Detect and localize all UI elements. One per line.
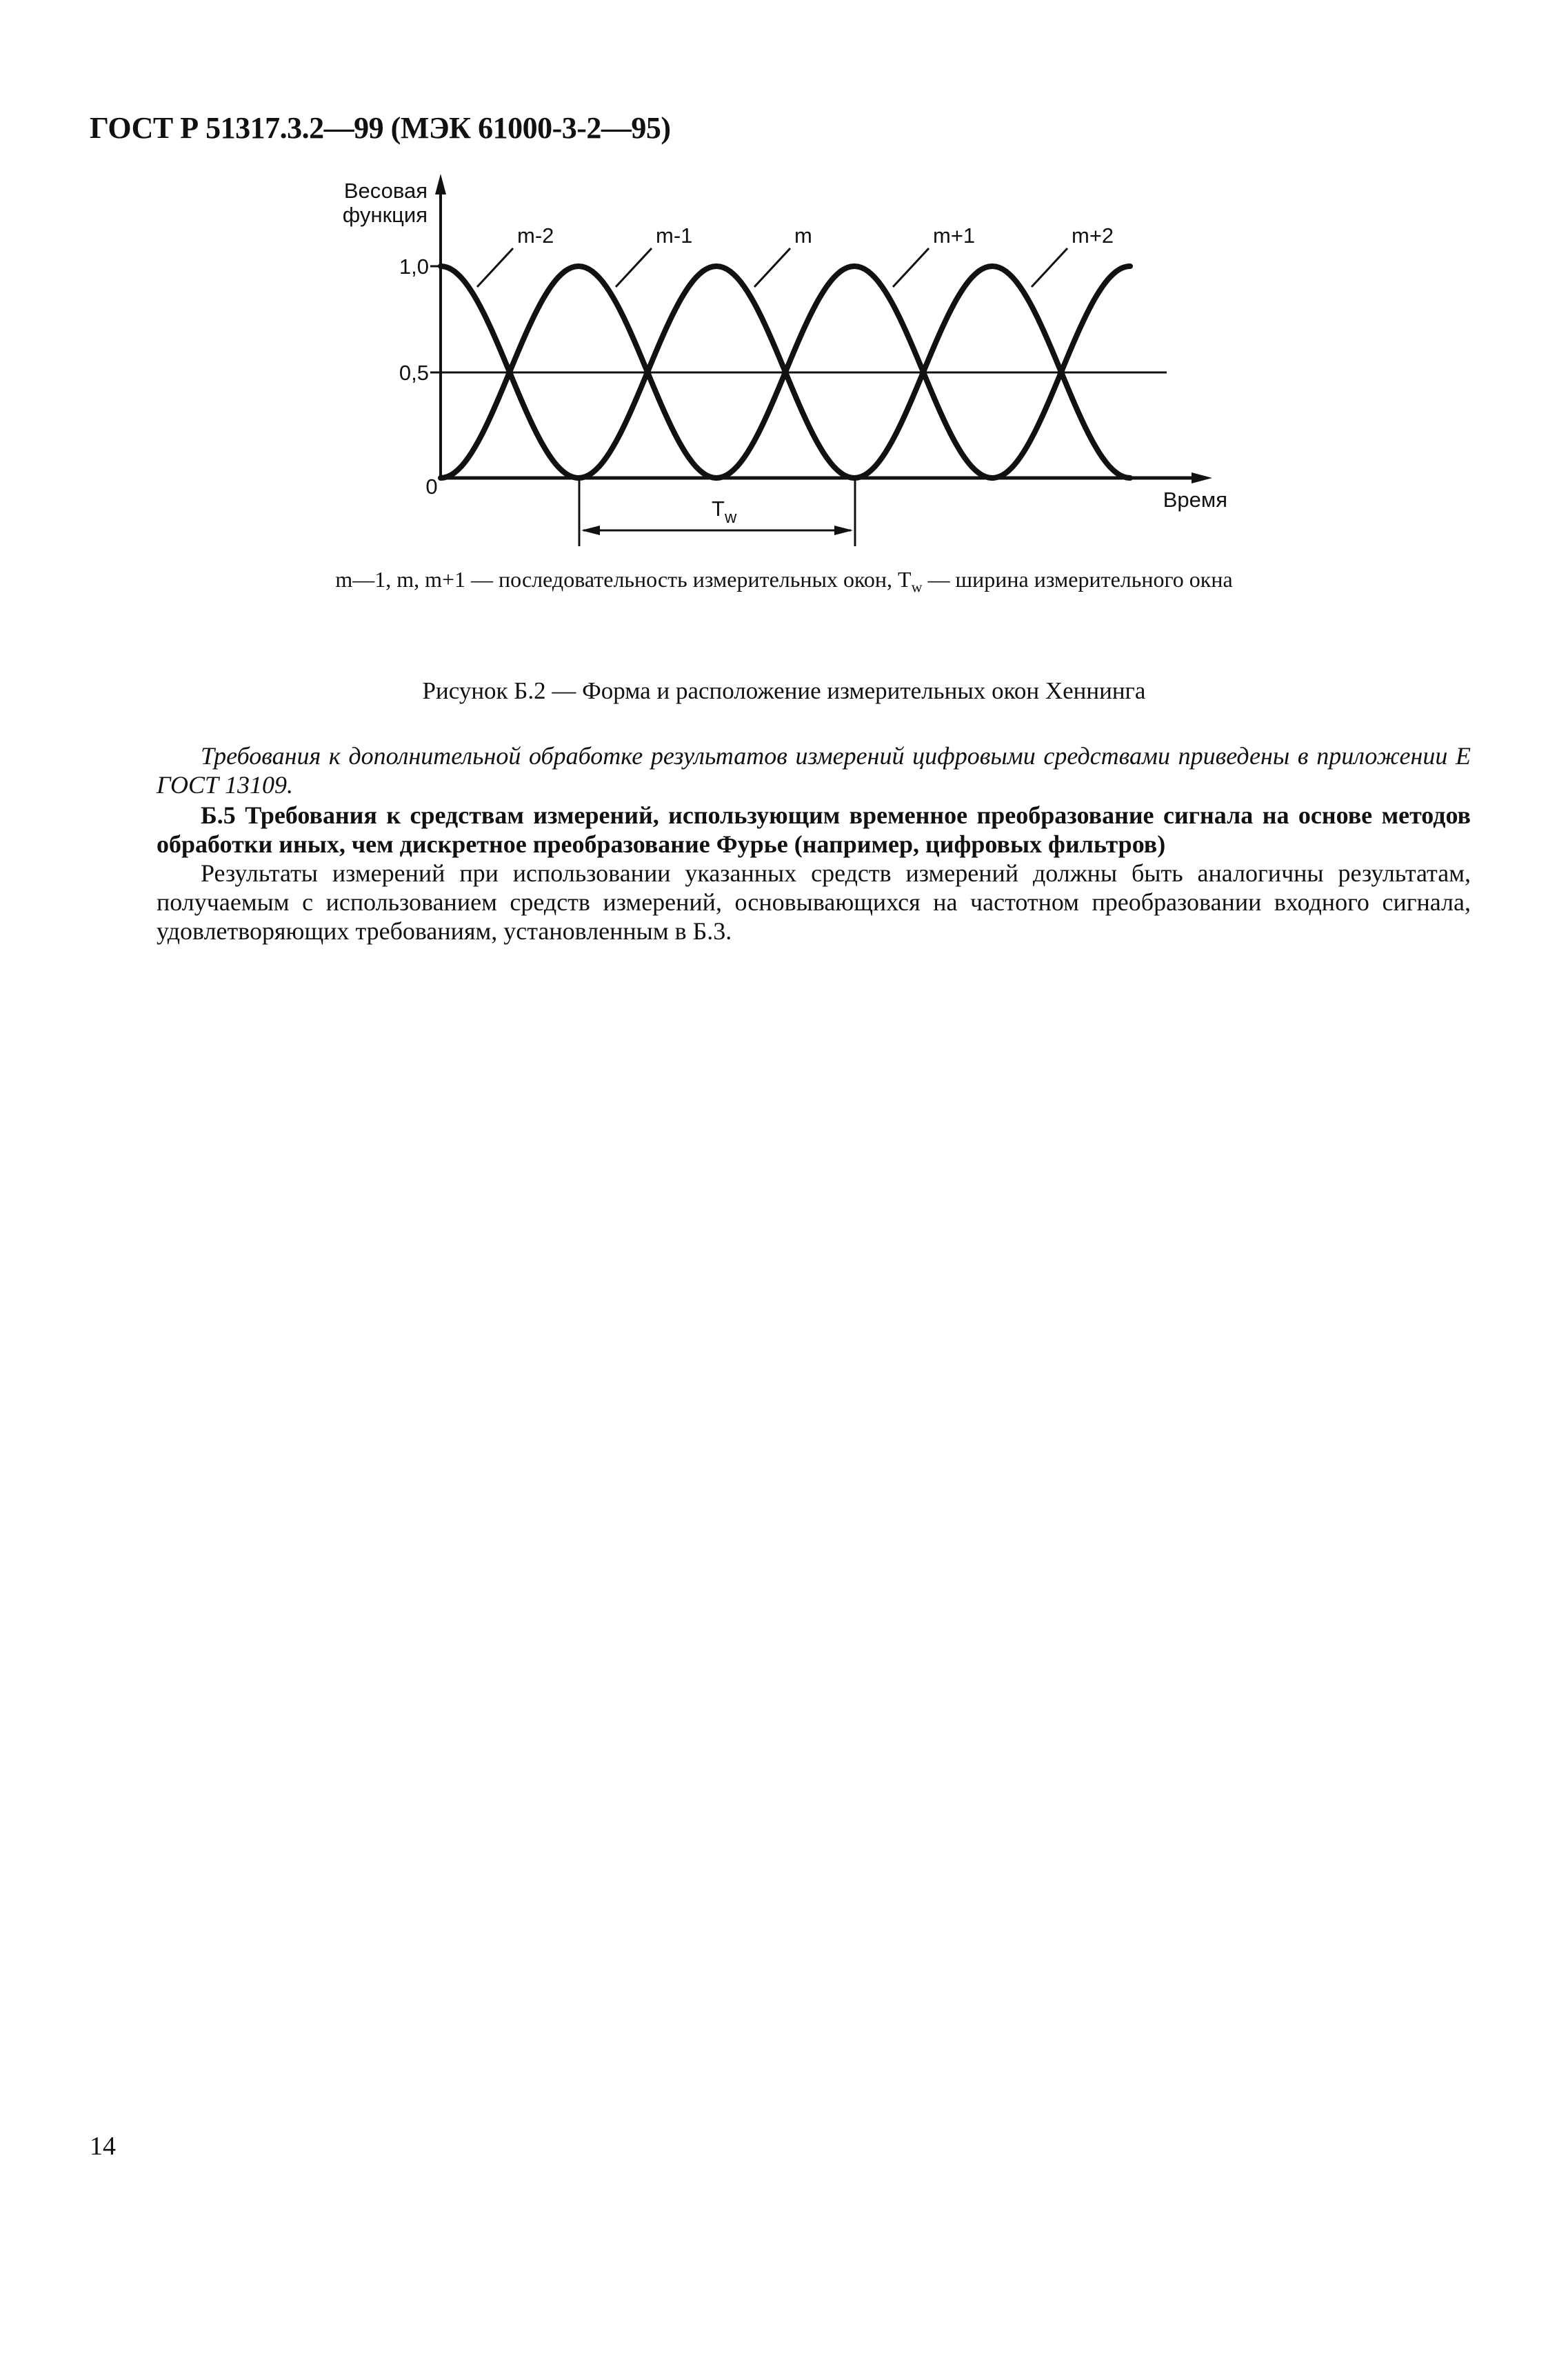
tw-arrow-left — [581, 526, 600, 535]
note-text-2: — ширина измерительного окна — [922, 567, 1233, 592]
y-tick-label-1: 1,0 — [399, 254, 429, 279]
axes — [430, 174, 1212, 483]
leader-line-m+1 — [893, 248, 929, 287]
leader-line-m-1 — [616, 248, 652, 287]
x-axis-arrow — [1192, 472, 1212, 483]
figure-note — [0, 567, 1568, 596]
tw-label: $T_w$ — [712, 497, 737, 527]
paragraph-body: Результаты измерений при использовании указанных средств измерений должны быть аналогичны результатам, получаемым с использованием средств измерений, основывающихся на частотном преобразовании входного сигнала, удовлетворяющих требованиям, установленным в Б.3. — [157, 859, 1471, 945]
y-tick-label-0: 0 — [425, 474, 438, 499]
figure-caption: Рисунок Б.2 — Форма и расположение измерительных окон Хеннинга — [422, 677, 1146, 704]
y-label-line2: функция — [342, 203, 428, 227]
note-text-1: m—1, m, m+1 — последовательность измерительных окон, T — [335, 567, 912, 592]
hanning-windows-chart — [0, 0, 1568, 566]
leader-line-m-2 — [477, 248, 513, 287]
y-label-line1: Весовая — [343, 179, 428, 203]
tw-marker — [579, 478, 855, 546]
page-number: 14 — [90, 2132, 116, 2161]
window-label-m+1: m+1 — [933, 223, 976, 248]
window-label-m-1: m-1 — [656, 223, 693, 248]
tw-arrow-right — [834, 526, 853, 535]
window-label-m: m — [794, 223, 812, 248]
window-labels — [477, 223, 1114, 287]
leader-line-m — [754, 248, 790, 287]
x-label: Время — [1163, 488, 1227, 512]
window-label-m+2: m+2 — [1072, 223, 1114, 248]
leader-line-m+2 — [1032, 248, 1067, 287]
section-heading-b5: Б.5 Требования к средствам измерений, использующим временное преобразование сигнала на основе методов обработки иных, чем дискретное преобразование Фурье (например, цифровых фильтров) — [157, 801, 1471, 858]
window-label-m-2: m-2 — [517, 223, 554, 248]
paragraph-italic-note: Требования к дополнительной обработке результатов измерений цифровыми средствами приведены в приложении Е ГОСТ 13109. — [157, 742, 1471, 799]
note-sub: w — [911, 578, 923, 596]
document-header: ГОСТ Р 51317.3.2—99 (МЭК 61000-3-2—95) — [90, 111, 671, 145]
y-axis-arrow — [435, 174, 446, 194]
y-tick-label-0-5: 0,5 — [399, 361, 429, 385]
